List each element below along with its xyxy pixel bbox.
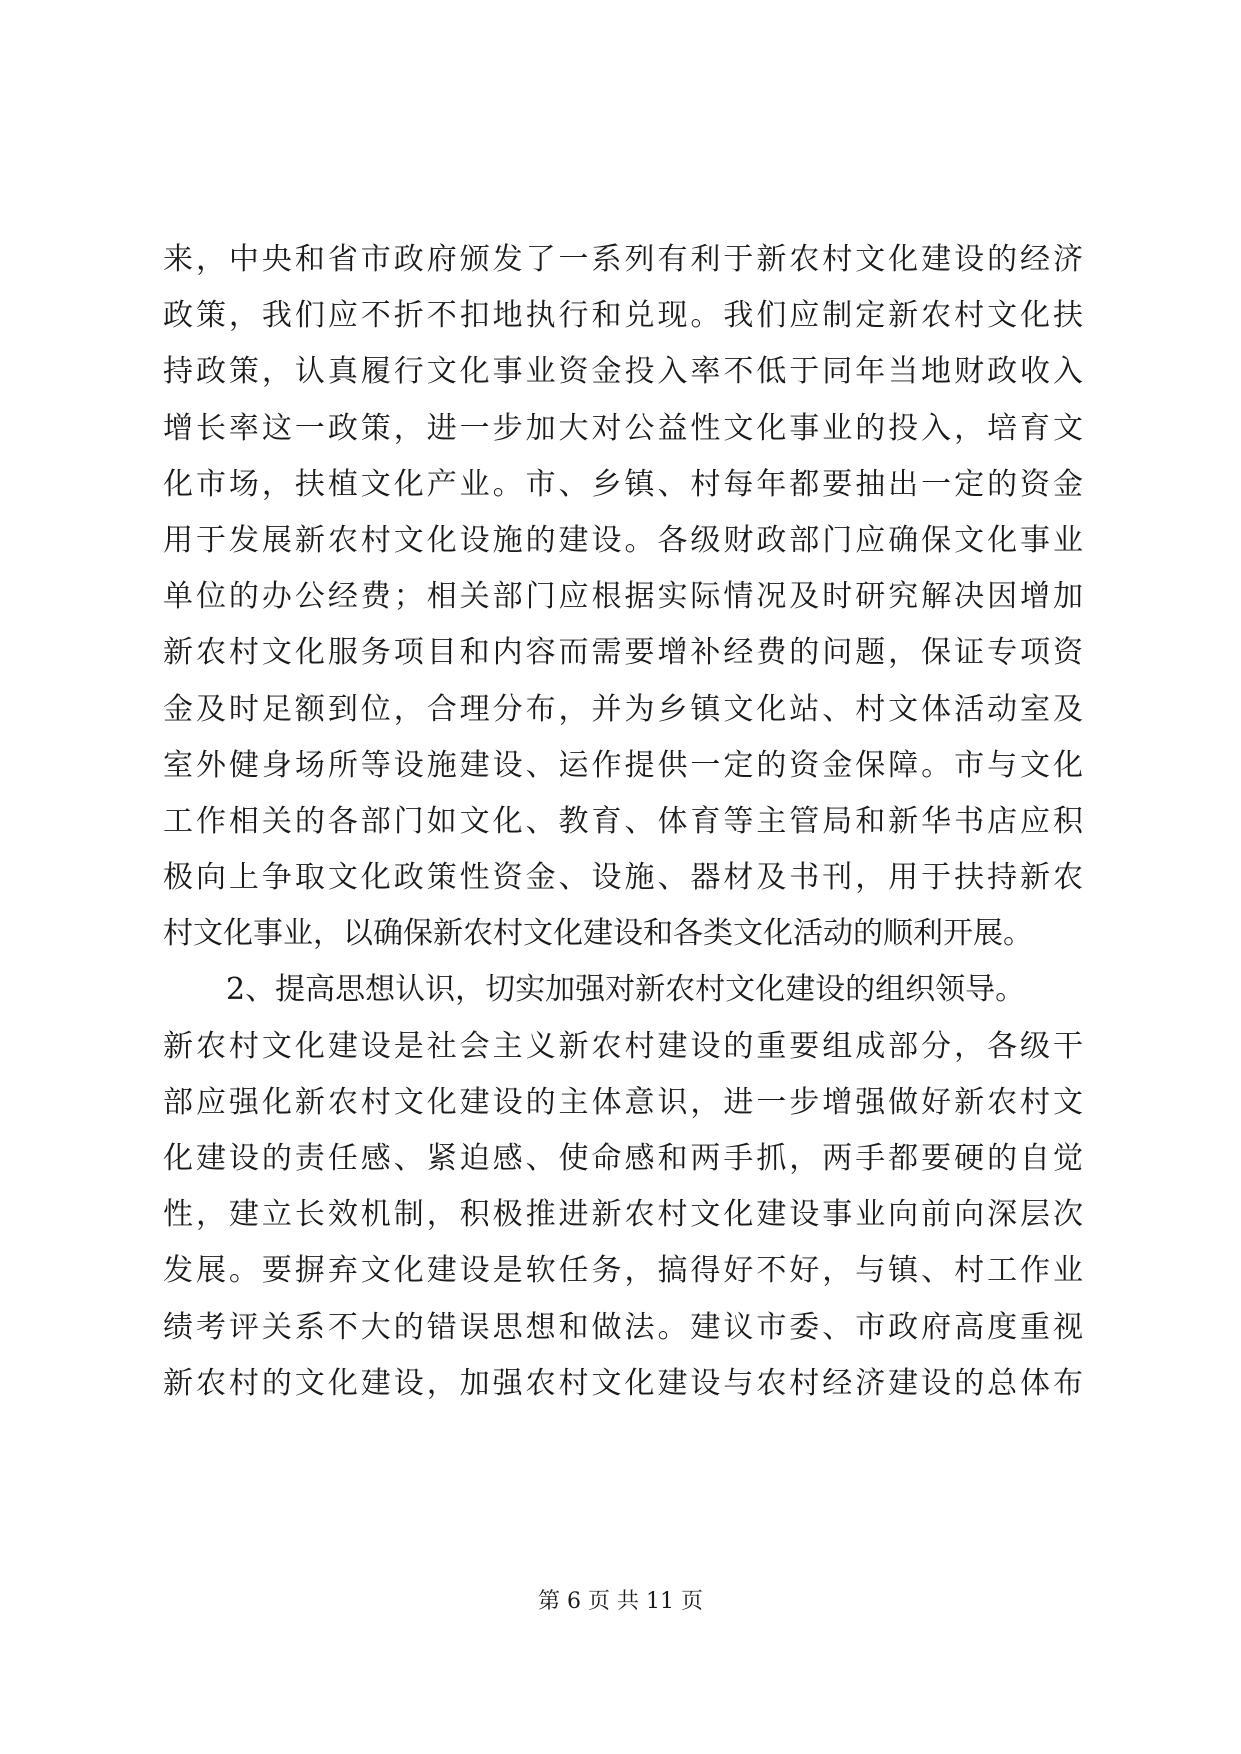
text-line: 新农村文化服务项目和内容而需要增补经费的问题，保证专项资 [163, 635, 1083, 671]
page-number-footer: 第 6 页 共 11 页 [538, 1589, 703, 1614]
text-line: 金及时足额到位，合理分布，并为乡镇文化站、村文体活动室及 [163, 691, 1083, 727]
text-line: 持政策，认真履行文化事业资金投入率不低于同年当地财政收入 [163, 354, 1083, 390]
text-line: 来，中央和省市政府颁发了一系列有利于新农村文化建设的经济 [163, 242, 1083, 277]
text-line: 部应强化新农村文化建设的主体意识，进一步增强做好新农村文 [163, 1084, 1083, 1120]
text-line: 村文化事业，以确保新农村文化建设和各类文化活动的顺利开展。 [163, 916, 1033, 952]
text-line: 极向上争取文化政策性资金、设施、器材及书刊，用于扶持新农 [163, 860, 1083, 896]
text-line: 绩考评关系不大的错误思想和做法。建议市委、市政府高度重视 [163, 1309, 1083, 1345]
document-body [163, 232, 1083, 1412]
section-heading-line: 2、提高思想认识，切实加强对新农村文化建设的组织领导。 [226, 972, 1026, 1008]
text-line: 性，建立长效机制，积极推进新农村文化建设事业向前向深层次 [163, 1197, 1083, 1233]
text-line: 政策，我们应不折不扣地执行和兑现。我们应制定新农村文化扶 [163, 298, 1083, 334]
text-line: 化建设的责任感、紧迫感、使命感和两手抓，两手都要硬的自觉 [163, 1141, 1083, 1176]
text-line: 增长率这一政策，进一步加大对公益性文化事业的投入，培育文 [163, 410, 1083, 446]
text-line: 单位的办公经费；相关部门应根据实际情况及时研究解决因增加 [163, 579, 1083, 615]
text-line: 工作相关的各部门如文化、教育、体育等主管局和新华书店应积 [163, 803, 1083, 839]
text-line: 化市场，扶植文化产业。市、乡镇、村每年都要抽出一定的资金 [163, 466, 1083, 502]
text-line: 用于发展新农村文化设施的建设。各级财政部门应确保文化事业 [163, 522, 1083, 558]
text-line: 室外健身场所等设施建设、运作提供一定的资金保障。市与文化 [163, 747, 1083, 783]
text-line: 发展。要摒弃文化建设是软任务，搞得好不好，与镇、村工作业 [163, 1253, 1083, 1289]
text-line: 新农村的文化建设，加强农村文化建设与农村经济建设的总体布 [163, 1365, 1083, 1401]
text-line: 新农村文化建设是社会主义新农村建设的重要组成部分，各级干 [163, 1028, 1083, 1064]
